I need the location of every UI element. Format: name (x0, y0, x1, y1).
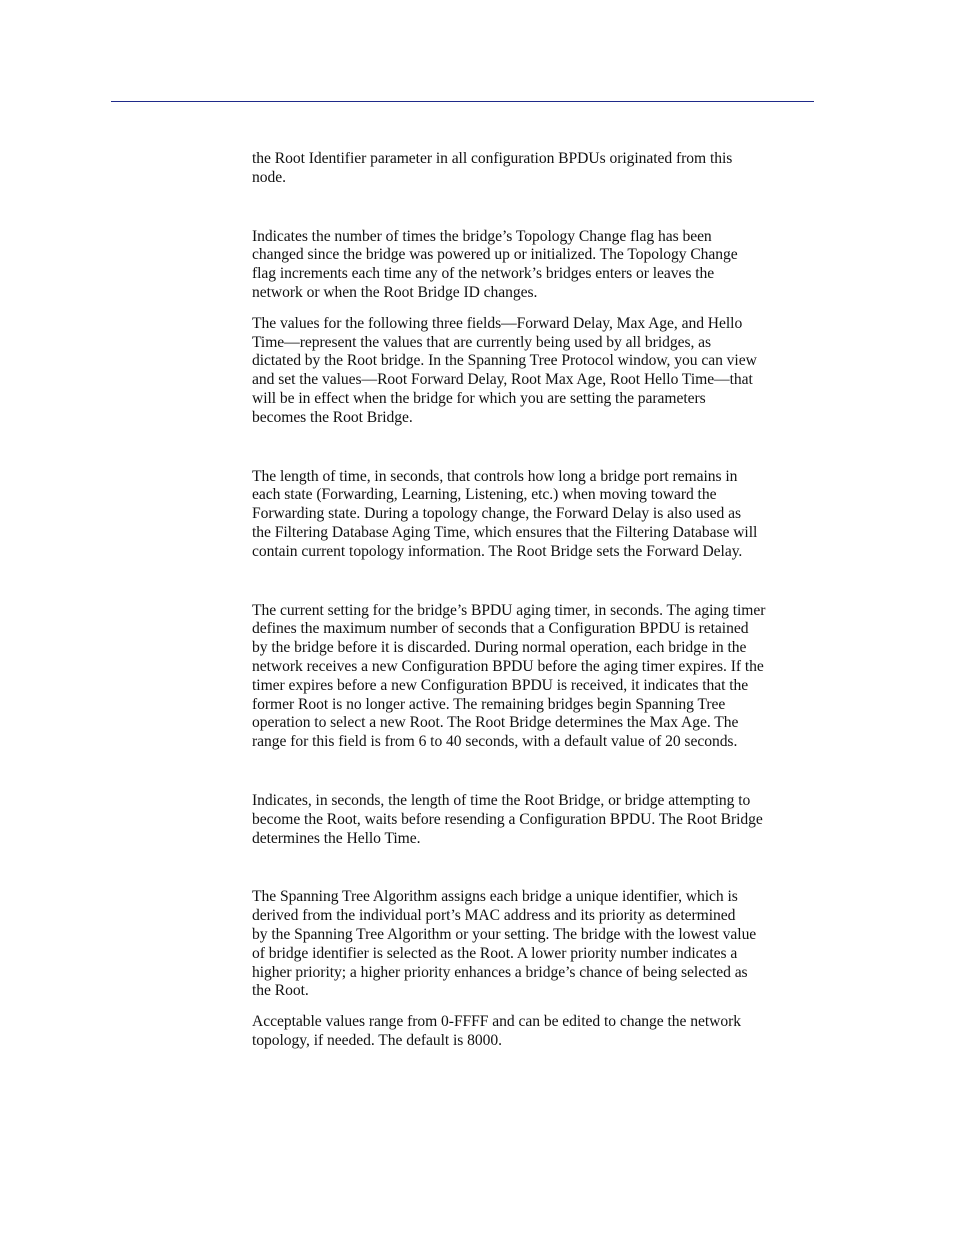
header-rule (111, 101, 814, 102)
text-line: becomes the Root Bridge. (252, 408, 413, 426)
paragraph-acceptable-values (252, 1013, 814, 1051)
text-line: defines the maximum number of seconds that a Configuration BPDU is retained (252, 620, 749, 638)
text-line: will be in effect when the bridge for which you are setting the parameters (252, 389, 706, 407)
paragraph-root-identifier-continuation (252, 150, 814, 188)
text-line: topology, if needed. The default is 8000. (252, 1031, 502, 1049)
text-line: each state (Forwarding, Learning, Listening, etc.) when moving toward the (252, 486, 717, 504)
text-line: the Root. (252, 982, 309, 1000)
document-body (252, 150, 814, 1051)
text-line: network or when the Root Bridge ID changes. (252, 283, 538, 301)
text-line: network receives a new Configuration BPDU before the aging timer expires. If the (252, 657, 764, 675)
text-line: contain current topology information. The Root Bridge sets the Forward Delay. (252, 542, 743, 560)
paragraph-max-age (252, 602, 814, 752)
text-line: of bridge identifier is selected as the Root. A lower priority number indicates a (252, 944, 738, 962)
text-line: the Root Identifier parameter in all configuration BPDUs originated from this (252, 150, 733, 167)
text-line: by the bridge before it is discarded. During normal operation, each bridge in the (252, 639, 747, 657)
text-line: determines the Hello Time. (252, 829, 421, 847)
text-line: Indicates, in seconds, the length of time the Root Bridge, or bridge attempting to (252, 791, 751, 809)
text-line: The values for the following three fields—Forward Delay, Max Age, and Hello (252, 314, 743, 332)
text-line: operation to select a new Root. The Root Bridge determines the Max Age. The (252, 714, 739, 732)
paragraph-hello-time (252, 792, 814, 848)
text-line: become the Root, waits before resending a Configuration BPDU. The Root Bridge (252, 810, 763, 828)
text-line: Indicates the number of times the bridge’s Topology Change flag has been (252, 227, 712, 245)
text-line: range for this field is from 6 to 40 seconds, with a default value of 20 seconds. (252, 733, 738, 751)
text-line: dictated by the Root bridge. In the Spanning Tree Protocol window, you can view (252, 352, 757, 370)
text-line: flag increments each time any of the network’s bridges enters or leaves the (252, 265, 715, 283)
text-line: Time—represent the values that are currently being used by all bridges, as (252, 333, 712, 351)
text-line: Acceptable values range from 0-FFFF and can be edited to change the network (252, 1013, 742, 1031)
text-line: higher priority; a higher priority enhances a bridge’s chance of being selected as (252, 963, 748, 981)
text-line: node. (252, 168, 286, 186)
text-line: timer expires before a new Configuration BPDU is received, it indicates that the (252, 676, 749, 694)
text-line: by the Spanning Tree Algorithm or your setting. The bridge with the lowest value (252, 925, 757, 943)
text-line: and set the values—Root Forward Delay, Root Max Age, Root Hello Time—that (252, 371, 753, 389)
paragraph-bridge-identifier (252, 888, 814, 1001)
text-line: former Root is no longer active. The remaining bridges begin Spanning Tree (252, 695, 726, 713)
text-line: the Filtering Database Aging Time, which ensures that the Filtering Database will (252, 523, 758, 541)
text-line: derived from the individual port’s MAC address and its priority as determined (252, 907, 736, 925)
text-line: changed since the bridge was powered up or initialized. The Topology Change (252, 246, 738, 264)
text-line: The current setting for the bridge’s BPDU aging timer, in seconds. The aging timer (252, 601, 766, 619)
paragraph-root-values-note (252, 315, 814, 428)
paragraph-forward-delay (252, 468, 814, 562)
text-line: Forwarding state. During a topology change, the Forward Delay is also used as (252, 505, 741, 523)
paragraph-topology-changes (252, 228, 814, 303)
text-line: The Spanning Tree Algorithm assigns each bridge a unique identifier, which is (252, 888, 738, 906)
text-line: The length of time, in seconds, that controls how long a bridge port remains in (252, 467, 738, 485)
